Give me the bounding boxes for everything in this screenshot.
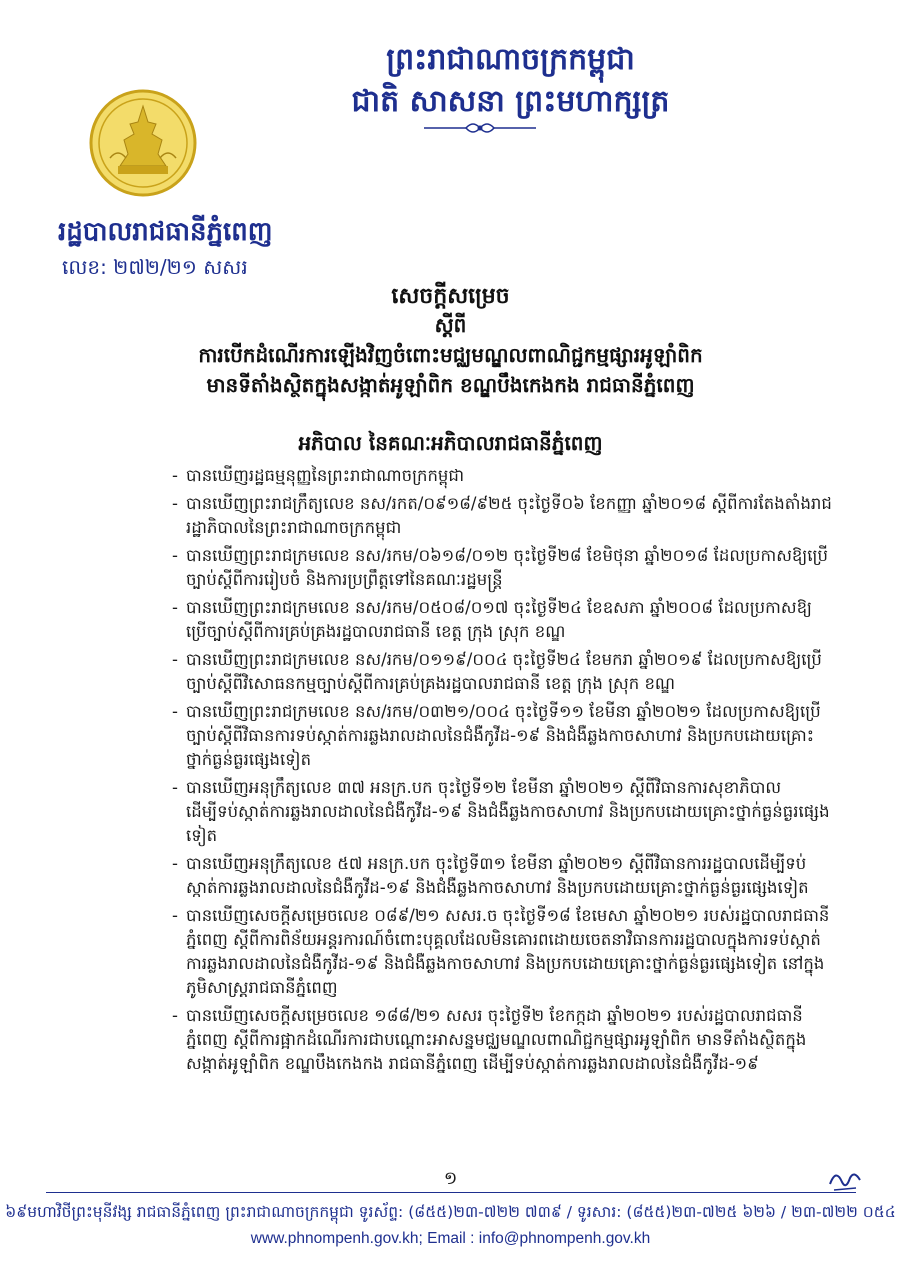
list-item: - បានឃើញព្រះរាជក្រមលេខ នស/រកម/០៥០៨/០១៧ ចុះថ្ងៃទី២៤ ខែឧសភា ឆ្នាំ២០០៨ ដែលប្រកាសឱ្យប្រើច្បាប់ស្ដីពីការគ្រប់គ្រងរដ្ឋបាលរាជធានី ខេត្ត ក្រុង ស្រុក ខណ្ឌ [172,596,832,644]
phnom-penh-seal-icon [88,88,198,198]
footer-address: ៦៩មហាវិថីព្រះមុនីវង្ស រាជធានីភ្នំពេញ ព្រះរាជាណាចក្រកម្ពុជា ទូរស័ព្ទ: (៨៥៥)២៣-៧២២ ៧៣៩ / ទូរសារ: (៨៥៥)២៣-៧២៥ ៦២៦ / ២៣-៧២២ ០៥៤ [5,1203,896,1221]
authority-heading: អភិបាល នៃគណៈអភិបាលរាជធានីភ្នំពេញ [298,431,603,455]
decision-title: សេចក្ដីសម្រេច [391,284,510,309]
motto-heading: ជាតិ សាសនា ព្រះមហាក្សត្រ [351,84,670,119]
list-item: - បានឃើញសេចក្ដីសម្រេចលេខ ១៨៨/២១ សសរ ចុះថ្ងៃទី២ ខែកក្កដា ឆ្នាំ២០២១ របស់រដ្ឋបាលរាជធានីភ្នំពេញ ស្ដីពីការផ្អាកដំណើរការជាបណ្ដោះអាសន្នមជ្ឈមណ្ឌលពាណិជ្ជកម្មផ្សារអូឡាំពិក មានទីតាំងស្ថិតក្នុងសង្កាត់អូឡាំពិក ខណ្ឌបឹងកេងកង រាជធានីភ្នំពេញ ដើម្បីទប់ស្កាត់ការឆ្លងរាលដាលនៃជំងឺកូវីដ-១៩ [172,1004,832,1076]
considerations-list [172,464,832,1080]
list-item: - បានឃើញព្រះរាជក្រមលេខ នស/រកម/០៣២១/០០៤ ចុះថ្ងៃទី១១ ខែមីនា ឆ្នាំ២០២១ ដែលប្រកាសឱ្យប្រើច្បាប់ស្ដីពីវិធានការទប់ស្កាត់ការឆ្លងរាលដាលនៃជំងឺកូវីដ-១៩ និងជំងឺឆ្លងកាចសាហាវ និងប្រកបដោយគ្រោះថ្នាក់ធ្ងន់ធ្ងរផ្សេងទៀត [172,700,832,772]
issuer-name: រដ្ឋបាលរាជធានីភ្នំពេញ [58,217,273,247]
concerning-label: ស្ដីពី [434,313,467,337]
list-item: - បានឃើញព្រះរាជក្រមលេខ នស/រកម/០១១៩/០០៤ ចុះថ្ងៃទី២៤ ខែមករា ឆ្នាំ២០១៩ ដែលប្រកាសឱ្យប្រើច្បាប់ស្ដីពីវិសោធនកម្មច្បាប់ស្ដីពីការគ្រប់គ្រងរដ្ឋបាលរាជធានី ខេត្ត ក្រុង ស្រុក ខណ្ឌ [172,648,832,696]
list-item: - បានឃើញអនុក្រឹត្យលេខ ៣៧ អនក្រ.បក ចុះថ្ងៃទី១២ ខែមីនា ឆ្នាំ២០២១ ស្ដីពីវិធានការសុខាភិបាលដើម្បីទប់ស្កាត់ការឆ្លងរាលដាលនៃជំងឺកូវីដ-១៩ និងជំងឺឆ្លងកាចសាហាវ និងប្រកបដោយគ្រោះថ្នាក់ធ្ងន់ធ្ងរផ្សេងទៀត [172,776,832,848]
ornament-divider-icon [420,118,540,138]
page-number: ១ [443,1168,458,1189]
footer-divider [46,1192,856,1193]
kingdom-heading: ព្រះរាជាណាចក្រកម្ពុជា [386,42,635,77]
reference-number: លេខ: ២៧២/២១ សសរ [62,255,248,279]
list-item: - បានឃើញសេចក្ដីសម្រេចលេខ ០៨៩/២១ សសរ.ច ចុះថ្ងៃទី១៨ ខែមេសា ឆ្នាំ២០២១ របស់រដ្ឋបាលរាជធានីភ្នំពេញ ស្ដីពីការពិន័យអន្តរការណ៍ចំពោះបុគ្គលដែលមិនគោរពដោយចេតនាវិធានការរដ្ឋបាលក្នុងការទប់ស្កាត់ការឆ្លងរាលដាលនៃជំងឺកូវីដ-១៩ និងជំងឺឆ្លងកាចសាហាវ និងប្រកបដោយគ្រោះថ្នាក់ធ្ងន់ធ្ងរផ្សេងទៀត នៅក្នុងភូមិសាស្ត្ររាជធានីភ្នំពេញ [172,904,832,1000]
subject-line-2: មានទីតាំងស្ថិតក្នុងសង្កាត់អូឡាំពិក ខណ្ឌបឹងកេងកង រាជធានីភ្នំពេញ [206,373,695,397]
list-item: - បានឃើញរដ្ឋធម្មនុញ្ញនៃព្រះរាជាណាចក្រកម្ពុជា [172,464,832,488]
handwritten-initials-icon [826,1164,866,1194]
subject-line-1: ការបើកដំណើរការឡើងវិញចំពោះមជ្ឈមណ្ឌលពាណិជ្ជកម្មផ្សារអូឡាំពិក [198,343,703,367]
footer-website[interactable]: www.phnompenh.gov.kh; Email : info@phnompenh.gov.kh [250,1230,651,1247]
list-item: - បានឃើញព្រះរាជក្រឹត្យលេខ នស/រកត/០៩១៨/៩២៥ ចុះថ្ងៃទី០៦ ខែកញ្ញា ឆ្នាំ២០១៨ ស្ដីពីការតែងតាំងរាជរដ្ឋាភិបាលនៃព្រះរាជាណាចក្រកម្ពុជា [172,492,832,540]
list-item: - បានឃើញអនុក្រឹត្យលេខ ៥៧ អនក្រ.បក ចុះថ្ងៃទី៣១ ខែមីនា ឆ្នាំ២០២១ ស្ដីពីវិធានការរដ្ឋបាលដើម្បីទប់ស្កាត់ការឆ្លងរាលដាលនៃជំងឺកូវីដ-១៩ និងជំងឺឆ្លងកាចសាហាវ និងប្រកបដោយគ្រោះថ្នាក់ធ្ងន់ធ្ងរផ្សេងទៀត [172,852,832,900]
list-item: - បានឃើញព្រះរាជក្រមលេខ នស/រកម/០៦១៨/០១២ ចុះថ្ងៃទី២៨ ខែមិថុនា ឆ្នាំ២០១៨ ដែលប្រកាសឱ្យប្រើច្បាប់ស្ដីពីការរៀបចំ និងការប្រព្រឹត្តទៅនៃគណៈរដ្ឋមន្ត្រី [172,544,832,592]
